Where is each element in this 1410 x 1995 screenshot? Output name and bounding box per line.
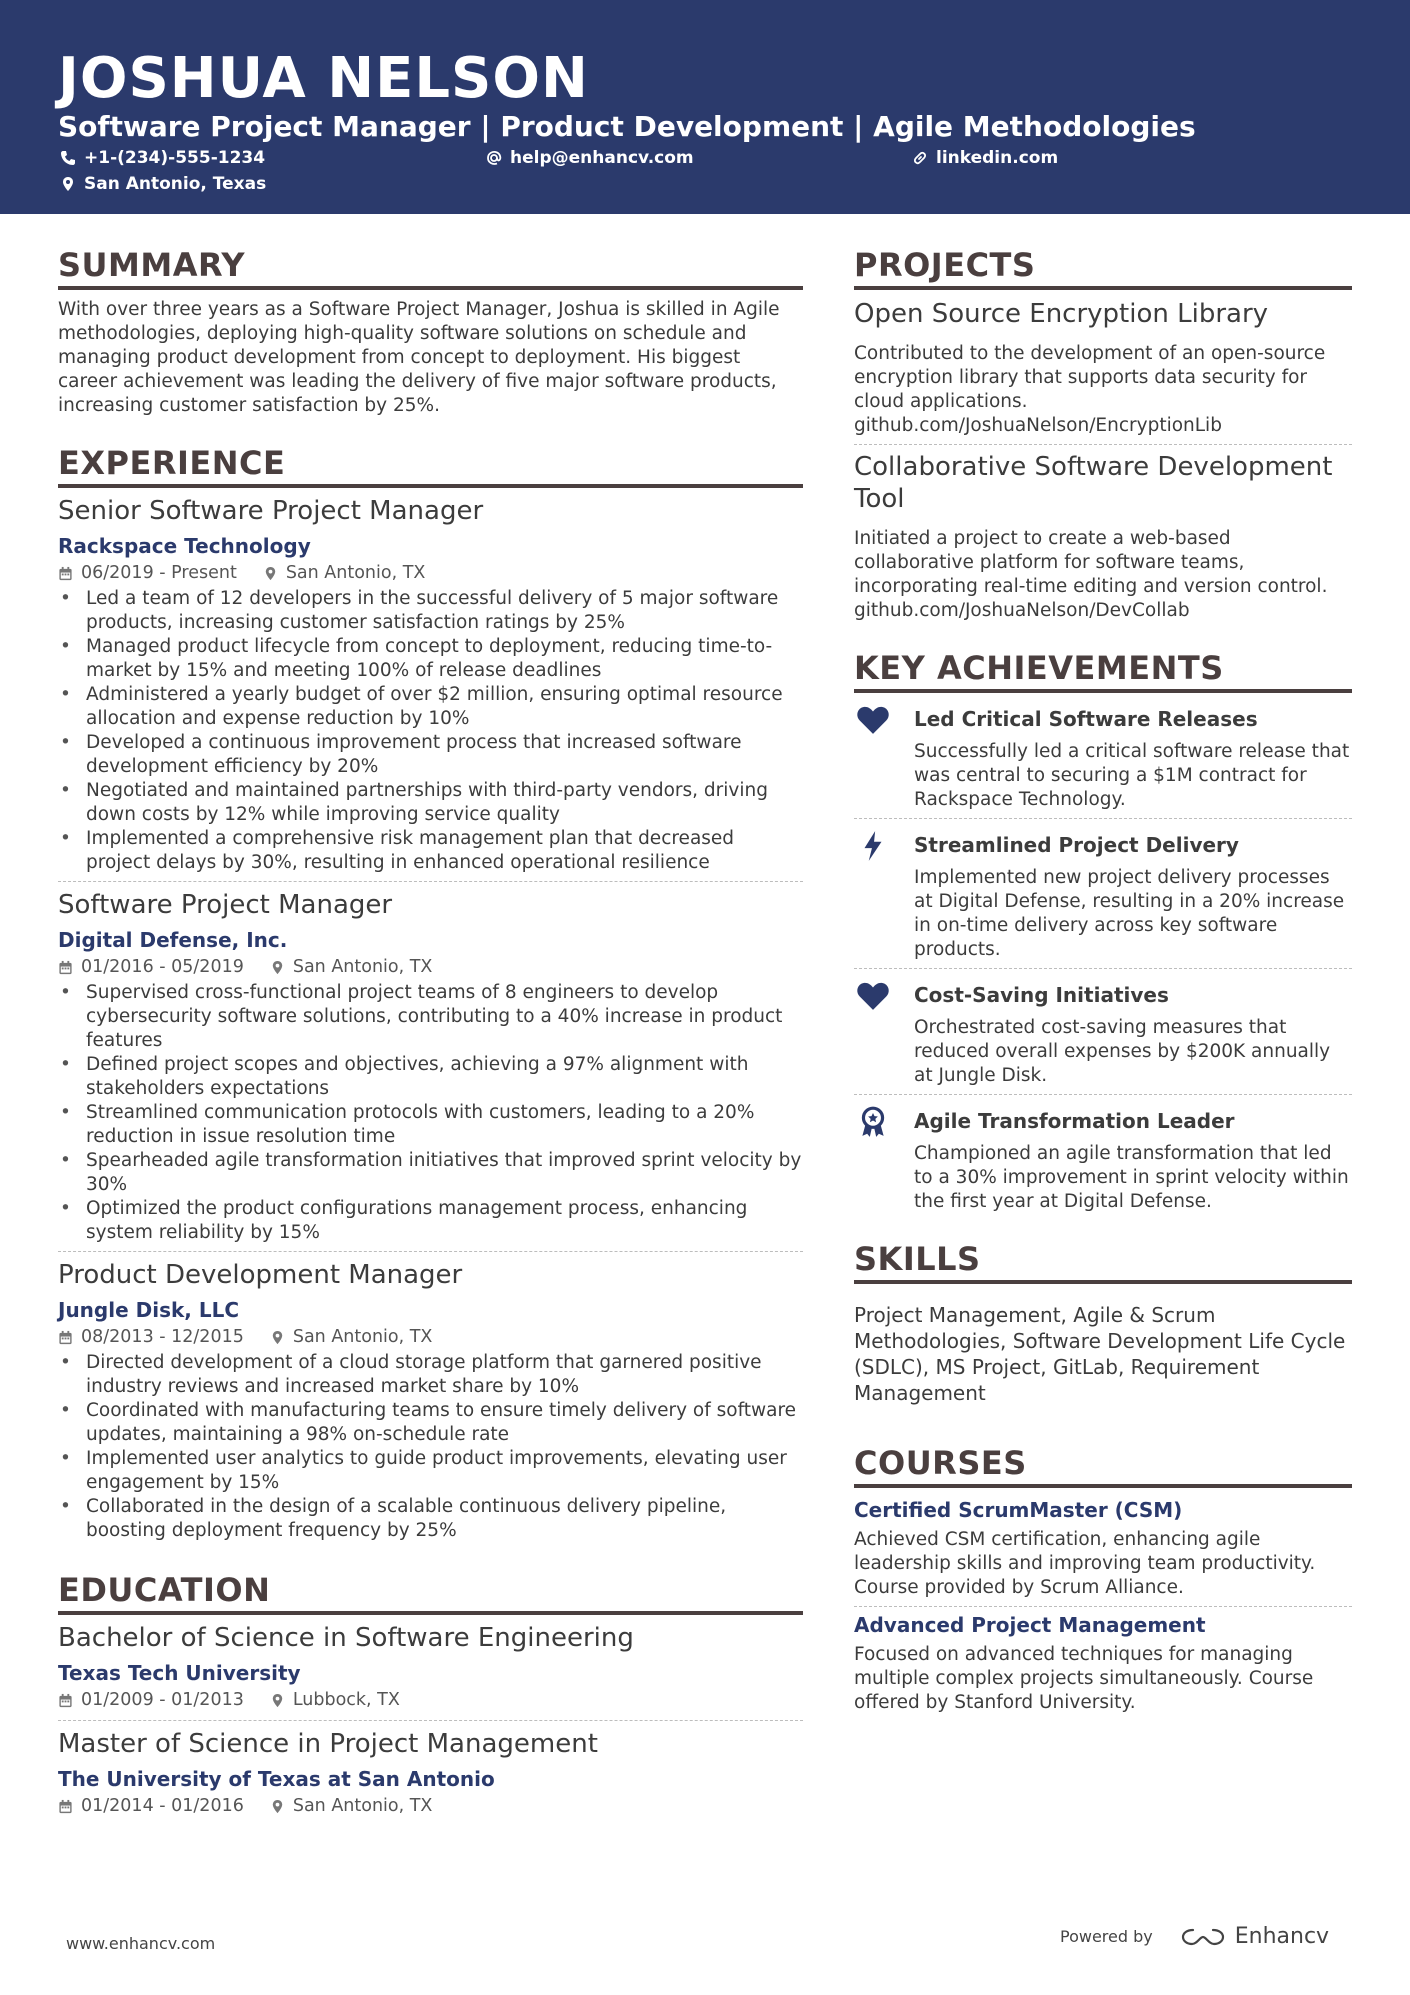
bullet-item: • Supervised cross-functional project teams of 8 engineers to develop cybersecurity software solutions, contributing to a 40% increase in product features: [58, 981, 803, 1053]
brand-logo[interactable]: [1179, 1924, 1329, 1949]
calendar-icon: [58, 960, 73, 975]
divider: [58, 881, 803, 882]
job-dates: 06/2019 - Present: [81, 563, 237, 583]
bullet-item: • Administered a yearly budget of over $2 million, ensuring optimal resource allocation and expense reduction by 10%: [58, 683, 803, 731]
section-title-education: EDUCATION: [58, 1571, 803, 1615]
bullet-item: • Spearheaded agile transformation initiatives that improved sprint velocity by 30%: [58, 1149, 803, 1197]
powered-by-label: Powered by: [1060, 1927, 1153, 1946]
project-link[interactable]: github.com/JoshuaNelson/EncryptionLib: [854, 415, 1222, 436]
job-meta: [58, 563, 803, 583]
course-title: Certified ScrumMaster (CSM): [854, 1498, 1183, 1522]
education-dates: 01/2014 - 01/2016: [81, 1796, 244, 1816]
course-entry: [854, 1613, 1352, 1715]
achievement-entry: [854, 825, 1352, 962]
section-title-experience: EXPERIENCE: [58, 444, 803, 488]
section-title-projects: PROJECTS: [854, 246, 1352, 290]
contact-location: [60, 174, 266, 194]
map-pin-icon: [270, 1693, 285, 1708]
company-name: Digital Defense, Inc.: [58, 928, 288, 952]
candidate-name: JOSHUA NELSON: [58, 46, 589, 111]
company-name: Rackspace Technology: [58, 534, 311, 558]
school-name: The University of Texas at San Antonio: [58, 1767, 495, 1791]
course-entry: [854, 1498, 1352, 1600]
bullet-item: • Streamlined communication protocols with customers, leading to a 20% reduction in issue resolution time: [58, 1101, 803, 1149]
course-title: Advanced Project Management: [854, 1613, 1206, 1637]
experience-entry: [58, 494, 803, 875]
enhancv-logo-icon: [1179, 1925, 1227, 1949]
summary-text: With over three years as a Software Project Manager, Joshua is skilled in Agile methodologies, deploying high-quality software solutions on schedule and managing product development from concept to deployment. His biggest career achievement was leading the delivery of five major software products, increasing customer satisfaction by 25%.: [58, 299, 780, 416]
education-entry: [58, 1621, 803, 1710]
location-text: San Antonio, Texas: [84, 174, 267, 194]
bullet-item: • Coordinated with manufacturing teams to ensure timely delivery of software updates, maintaining a 98% on-schedule rate: [58, 1399, 803, 1447]
summary-section: [58, 246, 803, 418]
resume-header: [0, 0, 1410, 214]
achievements-section: [854, 649, 1352, 1214]
achievement-title: Cost-Saving Initiatives: [914, 983, 1169, 1007]
course-description: Focused on advanced techniques for managing multiple complex projects simultaneously. Course offered by Stanford University.: [854, 1644, 1314, 1713]
map-pin-icon: [263, 566, 278, 581]
divider: [854, 968, 1352, 969]
achievement-description: Orchestrated cost-saving measures that reduced overall expenses by $200K annually at Jungle Disk.: [914, 1017, 1331, 1086]
achievement-entry: [854, 699, 1352, 812]
divider: [854, 1606, 1352, 1607]
project-description: Contributed to the development of an open-source encryption library that supports data security for cloud applications.: [854, 343, 1326, 412]
achievement-title: Agile Transformation Leader: [914, 1109, 1235, 1133]
education-meta: [58, 1690, 803, 1710]
achievement-title: Led Critical Software Releases: [914, 707, 1258, 731]
job-meta: [58, 1327, 803, 1347]
project-entry: [854, 451, 1352, 623]
project-link[interactable]: github.com/JoshuaNelson/DevCollab: [854, 600, 1190, 621]
divider: [854, 818, 1352, 819]
right-column: [854, 246, 1352, 1715]
section-title-summary: SUMMARY: [58, 246, 803, 290]
degree-title: Master of Science in Project Management: [58, 1729, 598, 1759]
headline: Software Project Manager | Product Development | Agile Methodologies: [58, 110, 1196, 143]
award-icon: [856, 1105, 890, 1139]
company-name: Jungle Disk, LLC: [58, 1298, 240, 1322]
at-icon: [486, 150, 502, 166]
job-bullets: [58, 1351, 803, 1543]
job-title: Software Project Manager: [58, 890, 393, 920]
calendar-icon: [58, 1799, 73, 1814]
achievement-title: Streamlined Project Delivery: [914, 833, 1239, 857]
job-dates: 08/2013 - 12/2015: [81, 1327, 244, 1347]
phone-icon: [60, 150, 76, 166]
bullet-item: • Implemented a comprehensive risk management plan that decreased project delays by 30%, resulting in enhanced operational resilience: [58, 827, 803, 875]
education-section: [58, 1571, 803, 1816]
link-icon: [912, 150, 928, 166]
map-pin-icon: [270, 1330, 285, 1345]
job-title: Senior Software Project Manager: [58, 496, 484, 526]
experience-section: [58, 444, 803, 1543]
achievement-entry: [854, 975, 1352, 1088]
school-name: Texas Tech University: [58, 1661, 301, 1685]
bullet-item: • Developed a continuous improvement process that increased software development efficiency by 20%: [58, 731, 803, 779]
bullet-item: • Directed development of a cloud storage platform that garnered positive industry reviews and increased market share by 10%: [58, 1351, 803, 1399]
bullet-item: • Managed product lifecycle from concept to deployment, reducing time-to-market by 15% and meeting 100% of release deadlines: [58, 635, 803, 683]
job-location: San Antonio, TX: [292, 957, 433, 977]
phone-text: +1-(234)-555-1234: [84, 148, 266, 168]
bullet-item: • Led a team of 12 developers in the successful delivery of 5 major software products, increasing customer satisfaction ratings by 25%: [58, 587, 803, 635]
project-entry: [854, 298, 1352, 438]
education-dates: 01/2009 - 01/2013: [81, 1690, 244, 1710]
education-entry: [58, 1727, 803, 1816]
job-bullets: [58, 981, 803, 1245]
divider: [854, 444, 1352, 445]
bullet-item: • Negotiated and maintained partnerships with third-party vendors, driving down costs by 12% while improving service quality: [58, 779, 803, 827]
achievement-description: Championed an agile transformation that led to a 30% improvement in sprint velocity within the first year at Digital Defense.: [914, 1143, 1349, 1212]
contact-phone[interactable]: [60, 148, 265, 168]
experience-entry: [58, 888, 803, 1245]
education-location: San Antonio, TX: [292, 1796, 433, 1816]
course-description: Achieved CSM certification, enhancing agile leadership skills and improving team productivity. Course provided by Scrum Alliance.: [854, 1529, 1316, 1598]
bolt-icon: [856, 829, 890, 863]
job-bullets: [58, 587, 803, 875]
contact-email[interactable]: [486, 148, 694, 168]
job-meta: [58, 957, 803, 977]
job-dates: 01/2016 - 05/2019: [81, 957, 244, 977]
job-location: San Antonio, TX: [292, 1327, 433, 1347]
linkedin-text: linkedin.com: [936, 148, 1059, 168]
job-title: Product Development Manager: [58, 1260, 463, 1290]
section-title-skills: SKILLS: [854, 1240, 1352, 1284]
left-column: [58, 246, 803, 1816]
bullet-item: • Implemented user analytics to guide product improvements, elevating user engagement by 15%: [58, 1447, 803, 1495]
map-pin-icon: [60, 176, 76, 192]
courses-section: [854, 1444, 1352, 1715]
education-location: Lubbock, TX: [292, 1690, 400, 1710]
project-description: Initiated a project to create a web-based collaborative platform for software teams, incorporating real-time editing and version control.: [854, 528, 1328, 597]
projects-section: [854, 246, 1352, 623]
skills-section: [854, 1240, 1352, 1406]
heart-icon: [856, 979, 890, 1013]
contact-linkedin[interactable]: [912, 148, 1058, 168]
footer-website[interactable]: www.enhancv.com: [66, 1934, 216, 1953]
education-meta: [58, 1796, 803, 1816]
bullet-item: • Optimized the product configurations management process, enhancing system reliability by 15%: [58, 1197, 803, 1245]
email-text: help@enhancv.com: [510, 148, 694, 168]
bullet-item: • Defined project scopes and objectives, achieving a 97% alignment with stakeholders expectations: [58, 1053, 803, 1101]
calendar-icon: [58, 1330, 73, 1345]
calendar-icon: [58, 1693, 73, 1708]
section-title-courses: COURSES: [854, 1444, 1352, 1488]
map-pin-icon: [270, 1799, 285, 1814]
project-title: Collaborative Software Development Tool: [854, 452, 1333, 514]
achievement-description: Implemented new project delivery processes at Digital Defense, resulting in a 20% increase in on-time delivery across key software products.: [914, 867, 1345, 960]
bullet-item: • Collaborated in the design of a scalable continuous delivery pipeline, boosting deployment frequency by 25%: [58, 1495, 803, 1543]
brand-name: Enhancv: [1234, 1924, 1330, 1949]
degree-title: Bachelor of Science in Software Engineering: [58, 1623, 634, 1653]
job-location: San Antonio, TX: [285, 563, 426, 583]
skills-list: Project Management, Agile & Scrum Methodologies, Software Development Life Cycle (SDLC), MS Project, GitLab, Requirement Management: [854, 1303, 1346, 1405]
achievement-description: Successfully led a critical software release that was central to securing a $1M contract for Rackspace Technology.: [914, 741, 1350, 810]
divider: [854, 1094, 1352, 1095]
heart-icon: [856, 703, 890, 737]
footer-branding: [1060, 1924, 1329, 1949]
calendar-icon: [58, 566, 73, 581]
achievement-entry: [854, 1101, 1352, 1214]
section-title-achievements: KEY ACHIEVEMENTS: [854, 649, 1352, 693]
divider: [58, 1251, 803, 1252]
map-pin-icon: [270, 960, 285, 975]
experience-entry: [58, 1258, 803, 1543]
divider: [58, 1720, 803, 1721]
project-title: Open Source Encryption Library: [854, 299, 1269, 329]
